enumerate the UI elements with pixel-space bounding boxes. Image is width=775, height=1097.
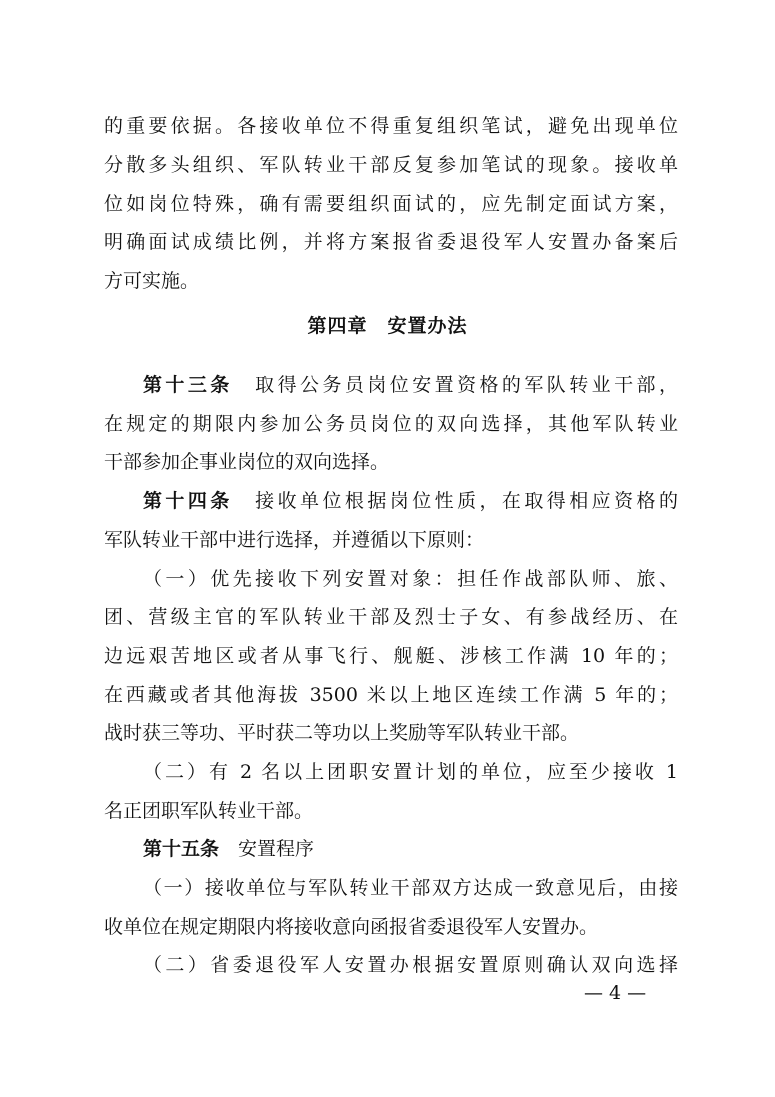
paragraph-line: 名正团职军队转业干部。 [104, 800, 314, 822]
article-13-first-line [143, 372, 678, 398]
paragraph-line: 的重要依据。各接收单位不得重复组织笔试，避免出现单位 [104, 115, 678, 137]
paragraph-line: 战时获三等功、平时获二等功以上奖励等军队转业干部。 [104, 722, 580, 744]
chapter-heading: 第四章 安置办法 [307, 315, 468, 337]
paragraph-line: 位如岗位特殊，确有需要组织面试的，应先制定面试方案， [104, 193, 678, 215]
paragraph-line: 边远艰苦地区或者从事飞行、舰艇、涉核工作满 10 年的； [104, 645, 678, 667]
article-14-text: 接收单位根据岗位性质，在取得相应资格的 [232, 490, 678, 512]
paragraph-line: 收单位在规定期限内将接收意向函报省委退役军人安置办。 [104, 916, 599, 938]
paragraph-line: （一）优先接收下列安置对象：担任作战部队师、旅、 [143, 568, 678, 590]
paragraph-line: （一）接收单位与军队转业干部双方达成一致意见后，由接 [143, 877, 678, 899]
paragraph-line: 在西藏或者其他海拔 3500 米以上地区连续工作满 5 年的； [104, 684, 678, 706]
paragraph-line: 方可实施。 [104, 270, 200, 292]
article-14-first-line [143, 488, 678, 514]
article-14-label: 第十四条 [143, 490, 233, 512]
article-15-text: 安置程序 [219, 838, 315, 860]
paragraph-line: 干部参加企事业岗位的双向选择。 [104, 451, 390, 473]
paragraph-line: 团、营级主官的军队转业干部及烈士子女、有参战经历、在 [104, 606, 678, 628]
article-13-text: 取得公务员岗位安置资格的军队转业干部， [232, 374, 678, 396]
paragraph-line: 在规定的期限内参加公务员岗位的双向选择，其他军队转业 [104, 413, 678, 435]
paragraph-line: （二）省委退役军人安置办根据安置原则确认双向选择 [143, 954, 678, 976]
paragraph-line: （二）有 2 名以上团职安置计划的单位，应至少接收 1 [143, 761, 678, 783]
article-15-label: 第十五条 [143, 838, 220, 860]
article-15-first-line [143, 836, 678, 862]
article-13-label: 第十三条 [143, 374, 233, 396]
paragraph-line: 军队转业干部中进行选择，并遵循以下原则： [104, 529, 485, 551]
paragraph-line: 分散多头组织、军队转业干部反复参加笔试的现象。接收单 [104, 154, 678, 176]
page-number: — 4 — [584, 982, 647, 1004]
paragraph-line: 明确面试成绩比例，并将方案报省委退役军人安置办备案后 [104, 231, 678, 253]
